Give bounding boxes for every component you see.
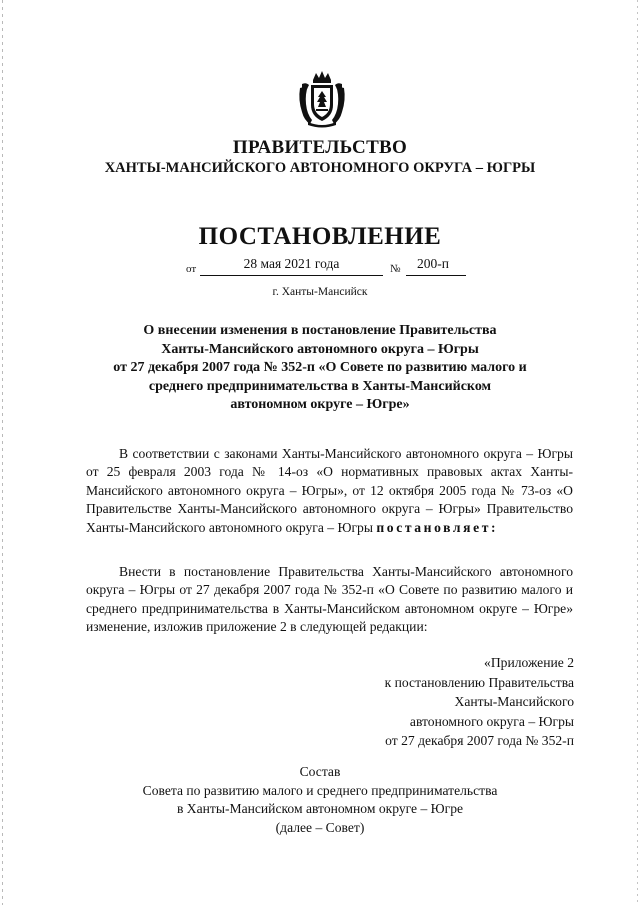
preamble-text: В соответствии с законами Ханты-Мансийского автономного округа – Югры от 25 февраля 2003 года № 14-оз «О нормативных правовых актах Ханты-Мансийского автономного округа – Югры», от 12 октября 2005 года № 73-оз «О Правительстве Ханты-Мансийского автономного округа – Югры» Правительство Ханты-Мансийского автономного округа – Югры (86, 446, 573, 535)
composition-line: Состав (299, 764, 341, 779)
document-meta (0, 256, 640, 280)
amendment-paragraph (86, 563, 573, 637)
coat-of-arms-icon (298, 70, 346, 128)
region-title: ХАНТЫ-МАНСИЙСКОГО АВТОНОМНОГО ОКРУГА – ЮГРЫ (104, 160, 536, 176)
appendix-line: к постановлению Правительства (384, 674, 574, 690)
date-label: от (186, 263, 197, 275)
heading-line: автономном округе – Югре» (230, 397, 410, 412)
heading-line: среднего предпринимательства в Ханты-Мансийском (148, 378, 492, 394)
amendment-text: Внести в постановление Правительства Ханты-Мансийского автономного округа – Югры от 27 декабря 2007 года № 352-п «О Совете по развитию малого и среднего предпринимательства в Ханты-Мансийском автономном округе – Югре» изменение, изложив приложение 2 в следующей редакции: (86, 564, 573, 635)
number-label: № (390, 263, 401, 275)
heading-line: О внесении изменения в постановление Правительства (143, 323, 497, 338)
number-underline (406, 275, 466, 276)
appendix-line: от 27 декабря 2007 года № 352-п (385, 733, 574, 749)
appendix-reference (385, 653, 574, 751)
decree-word: постановляет: (376, 519, 499, 535)
council-composition-title (0, 763, 640, 837)
heading-line: от 27 декабря 2007 года № 352-п «О Совете по развитию малого и (113, 360, 527, 375)
appendix-line: Ханты-Мансийского (454, 694, 574, 710)
appendix-line: автономного округа – Югры (409, 713, 574, 729)
document-city: г. Ханты-Мансийск (272, 286, 368, 298)
heading-line: Ханты-Мансийского автономного округа – Югры (161, 341, 479, 357)
document-date: 28 мая 2021 года (243, 256, 340, 271)
document-heading (96, 322, 544, 415)
document-type: ПОСТАНОВЛЕНИЕ (198, 223, 442, 250)
preamble-paragraph (86, 445, 573, 537)
date-underline (200, 275, 383, 276)
composition-line: Совета по развитию малого и среднего предпринимательства (142, 782, 498, 798)
document-number: 200-п (417, 256, 449, 271)
composition-line: (далее – Совет) (275, 819, 365, 835)
government-title: ПРАВИТЕЛЬСТВО (232, 137, 408, 158)
composition-line: в Ханты-Мансийском автономном округе – Югре (176, 801, 464, 817)
appendix-line: «Приложение 2 (484, 655, 574, 670)
